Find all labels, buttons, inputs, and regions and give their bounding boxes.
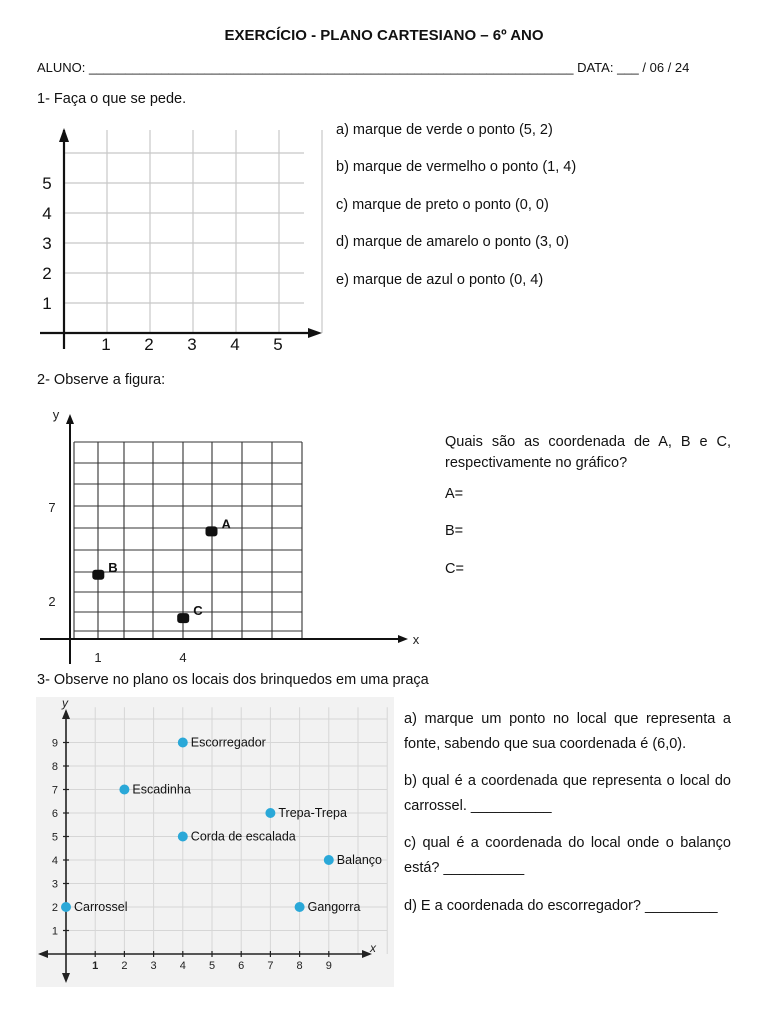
q3-point-label: Balanço xyxy=(336,853,382,867)
date-label: DATA: xyxy=(577,60,614,75)
q2-figure-chart xyxy=(36,402,426,670)
q1-x-arrow xyxy=(308,328,322,338)
q2-y-tick-label: 7 xyxy=(48,500,56,515)
student-label: ALUNO: xyxy=(37,60,86,75)
q1-y-tick-label: 2 xyxy=(42,264,52,283)
q3-answer-blank[interactable]: __________ xyxy=(443,860,525,876)
q2-question: Quais são as coordenada de A, B e C, respectivamente no gráfico? xyxy=(445,434,731,471)
q2-x-arrow xyxy=(398,635,408,643)
q3-point-label: Carrossel xyxy=(74,900,128,914)
q3-x-tick-label: 3 xyxy=(150,960,157,972)
q3-y-tick-label: 4 xyxy=(51,855,58,867)
q3-x-tick-label: 1 xyxy=(92,960,99,972)
student-name-field[interactable]: ___________________________________________________________________ xyxy=(89,60,574,75)
q1-y-tick-label: 4 xyxy=(42,204,52,223)
q2-x-tick-label: 4 xyxy=(179,650,187,665)
date-value: / 06 / 24 xyxy=(642,60,690,75)
q1-x-tick-label: 2 xyxy=(144,335,154,354)
q3-point-label: Escadinha xyxy=(132,782,191,797)
q3-point xyxy=(324,855,334,865)
q2-point-b xyxy=(92,570,104,580)
q3-answer-blank[interactable]: __________ xyxy=(470,798,552,814)
q3-point xyxy=(178,832,188,842)
q3-point xyxy=(119,785,129,795)
q3-point xyxy=(295,902,305,912)
q3-y-tick-label: 5 xyxy=(51,831,58,844)
q2-y-arrow xyxy=(66,414,74,424)
q3-answer-blank[interactable]: _________ xyxy=(645,898,718,914)
q3-item-text: c) qual é a coordenada do local onde o balanço está? xyxy=(404,835,731,876)
q3-x-tick-label: 5 xyxy=(208,960,216,972)
q3-x-axis-label: x xyxy=(370,941,376,955)
q3-y-tick-label: 8 xyxy=(51,761,58,773)
q1-item: b) marque de vermelho o ponto (1, 4) xyxy=(336,159,577,175)
q1-prompt: 1- Faça o que se pede. xyxy=(37,91,187,107)
page-title: EXERCÍCIO - PLANO CARTESIANO – 6º ANO xyxy=(224,27,544,44)
q2-answer-field[interactable]: B= xyxy=(445,523,464,539)
q3-item xyxy=(404,894,731,919)
q3-item xyxy=(404,707,731,757)
q1-y-arrow xyxy=(59,128,69,142)
q2-x-axis-label: x xyxy=(412,632,420,647)
q3-x-tick-label: 2 xyxy=(121,960,128,972)
q1-grid-chart[interactable] xyxy=(36,120,330,356)
q1-y-tick-label: 5 xyxy=(42,174,52,193)
q2-point-label: B xyxy=(108,559,118,575)
header-line xyxy=(37,60,737,75)
q3-point-label: Corda de escalada xyxy=(190,829,296,844)
q3-point xyxy=(61,902,71,912)
q3-point-label: Gangorra xyxy=(307,900,361,914)
q3-item-text: b) qual é a coordenada que representa o local do carrossel. xyxy=(404,773,731,814)
q2-point-a xyxy=(206,526,218,536)
q3-x-tick-label: 8 xyxy=(296,960,303,972)
q2-point-c xyxy=(177,613,189,623)
q1-x-tick-label: 3 xyxy=(187,335,197,354)
q3-item-text: a) marque um ponto no local que representa a fonte, sabendo que sua coordenada é (6,0). xyxy=(404,711,731,752)
q3-y-tick-label: 7 xyxy=(51,784,58,797)
q1-y-tick-label: 1 xyxy=(42,294,52,313)
q3-x-tick-label: 6 xyxy=(238,960,245,972)
q1-x-tick-label: 1 xyxy=(101,335,111,354)
q3-point xyxy=(265,808,275,818)
q3-prompt: 3- Observe no plano os locais dos brinquedos em uma praça xyxy=(37,672,429,688)
q3-playground-chart xyxy=(36,697,394,987)
q3-point-label: Escorregador xyxy=(190,735,266,750)
q3-x-tick-label: 9 xyxy=(325,960,332,972)
q3-item xyxy=(404,831,731,881)
q2-point-label: C xyxy=(193,603,203,619)
q1-item: a) marque de verde o ponto (5, 2) xyxy=(336,122,553,138)
q3-y-tick-label: 9 xyxy=(51,737,58,750)
q3-x-tick-label: 7 xyxy=(267,960,274,972)
q2-point-label: A xyxy=(221,516,231,532)
q2-y-tick-label: 2 xyxy=(48,594,56,609)
q2-prompt: 2- Observe a figura: xyxy=(37,372,166,388)
q2-answer-field[interactable]: A= xyxy=(445,486,464,502)
q1-x-tick-label: 4 xyxy=(230,335,240,354)
q1-item: e) marque de azul o ponto (0, 4) xyxy=(336,272,544,288)
q3-x-tick-label: 4 xyxy=(179,960,186,972)
q3-y-tick-label: 1 xyxy=(51,925,58,938)
q2-y-axis-label: y xyxy=(52,407,60,422)
q2-x-tick-label: 1 xyxy=(94,650,102,665)
q3-item xyxy=(404,769,731,819)
q1-item: d) marque de amarelo o ponto (3, 0) xyxy=(336,234,569,250)
q1-y-tick-label: 3 xyxy=(42,234,52,253)
q3-y-tick-label: 6 xyxy=(51,808,58,820)
q3-point xyxy=(178,738,188,748)
q3-item-text: d) E a coordenada do escorregador? xyxy=(404,898,641,914)
q1-x-tick-label: 5 xyxy=(273,335,283,354)
q1-item: c) marque de preto o ponto (0, 0) xyxy=(336,197,549,213)
q3-y-tick-label: 3 xyxy=(51,878,58,891)
q2-answer-field[interactable]: C= xyxy=(445,561,464,577)
q3-y-tick-label: 2 xyxy=(51,902,58,914)
q3-point-label: Trepa-Trepa xyxy=(278,806,347,820)
q3-y-axis-label: y xyxy=(62,697,68,710)
date-day-field[interactable]: ___ xyxy=(617,60,639,75)
